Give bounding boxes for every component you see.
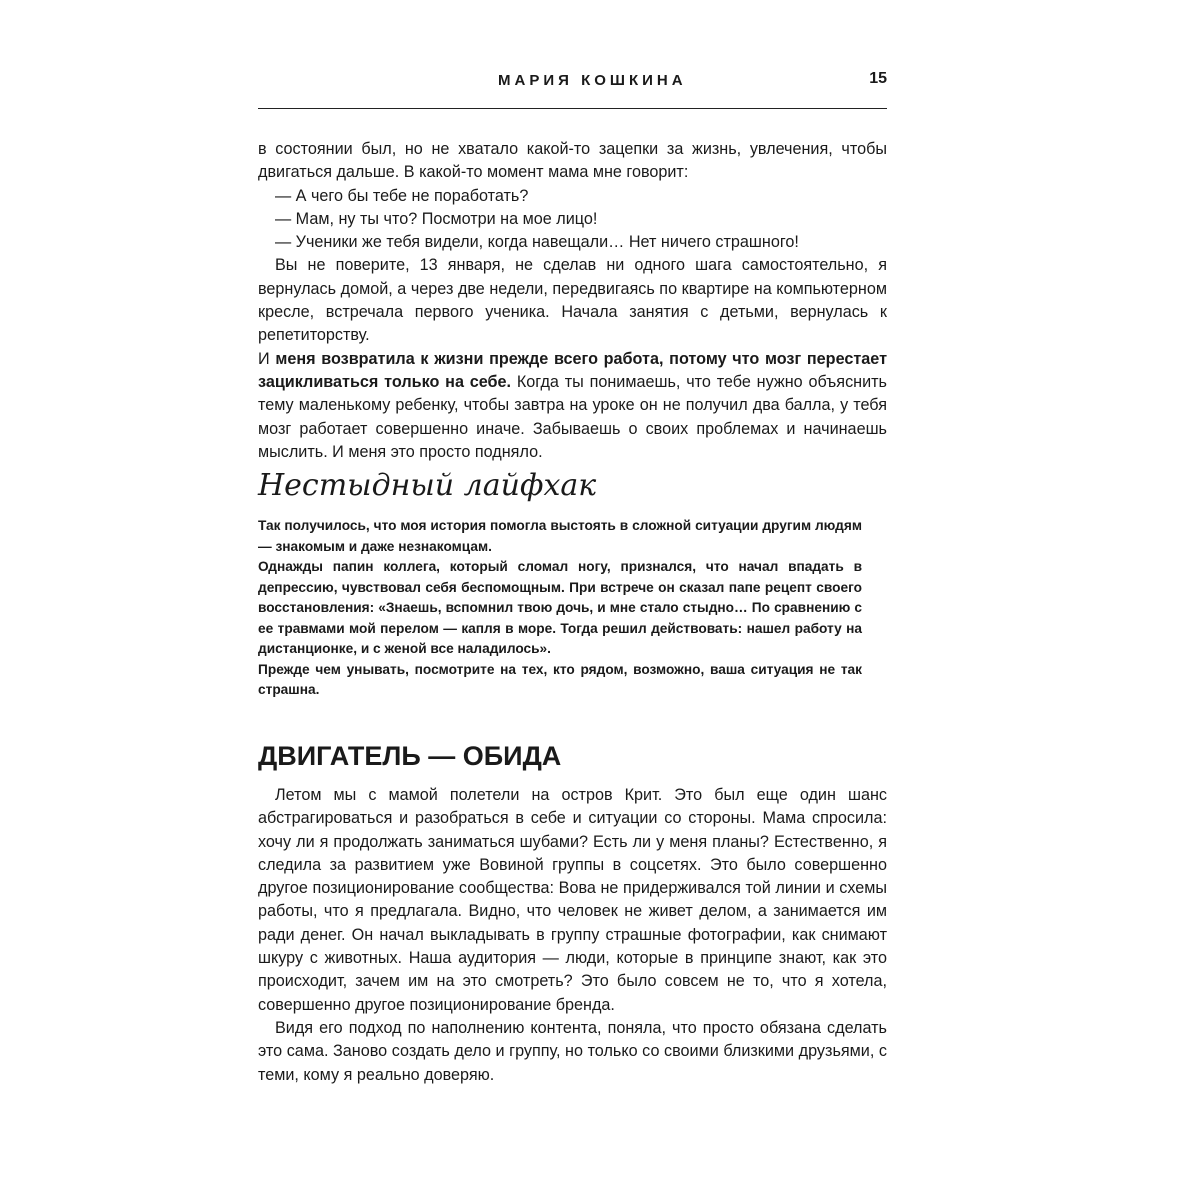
bold-emphasis: меня возвратила к жизни прежде всего работа, потому что мозг перестает зацикливаться только на себе.: [258, 349, 888, 391]
paragraph-start: И: [258, 349, 270, 368]
paragraph-end: Когда ты понимаешь, что тебе нужно объяснить тему маленькому ребенку, чтобы завтра на уроке он не получил два балла, у тебя мозг работает совершенно иначе. Забываешь о своих проблемах и начинаешь мыслить. И меня это просто подняло.: [258, 372, 887, 461]
body-text-block-2: [258, 784, 887, 1087]
lifehack-paragraph: Однажды папин коллега, который сломал ногу, признался, что начал впадать в депрессию, чувствовал себя беспомощным. При встрече он сказал папе рецепт своего восстановления: «Знаешь, вспомнил твою дочь, и мне стало стыдно… По сравнению с ее травмами мой перелом — капля в море. Тогда решил действовать: нашел работу на дистанционке, и с женой все наладилось».: [258, 559, 862, 656]
dialogue-line: — А чего бы тебе не поработать?: [275, 186, 529, 205]
dialogue-line: — Ученики же тебя видели, когда навещали… Нет ничего страшного!: [275, 233, 799, 252]
body-text-block-1: [258, 138, 887, 464]
running-head: МАРИЯ КОШКИНА: [498, 72, 687, 89]
paragraph-with-emphasis: [258, 348, 887, 464]
lifehack-box: [258, 516, 862, 701]
section-heading: ДВИГАТЕЛЬ — ОБИДА: [258, 741, 562, 771]
lifehack-paragraph: Так получилось, что моя история помогла выстоять в сложной ситуации другим людям — знакомым и даже незнакомцам.: [258, 518, 862, 554]
lifehack-paragraph: Прежде чем унывать, посмотрите на тех, кто рядом, возможно, ваша ситуация не так страшна.: [258, 661, 862, 697]
paragraph: Летом мы с мамой полетели на остров Крит. Это был еще один шанс абстрагироваться и разобраться в себе и ситуации со стороны. Мама спросила: хочу ли я продолжать заниматься шубами? Есть ли у меня планы? Естественно, я следила за развитием уже Вовиной группы в соцсетях. Это было совершенно другое позиционирование сообщества: Вова не придерживался той линии и схемы работы, что я предлагала. Видно, что человек не живет делом, а занимается им ради денег. Он начал выкладывать в группу страшные фотографии, как снимают шкуру с животных. Наша аудитория — люди, которые в принципе знают, как это происходит, зачем им на это смотреть? Это было совсем не то, что я хотела, совершенно другое позиционирование бренда.: [258, 786, 887, 1014]
paragraph: в состоянии был, но не хватало какой-то зацепки за жизнь, увлечения, чтобы двигаться дальше. В какой-то момент мама мне говорит:: [258, 140, 887, 182]
dialogue-line: — Мам, ну ты что? Посмотри на мое лицо!: [275, 209, 598, 228]
paragraph: Видя его подход по наполнению контента, поняла, что просто обязана сделать это сама. Заново создать дело и группу, но только со своими близкими друзьями, с теми, кому я реально доверяю.: [258, 1018, 887, 1084]
paragraph: Вы не поверите, 13 января, не сделав ни одного шага самостоятельно, я вернулась домой, а через две недели, передвигаясь по квартире на компьютерном кресле, встречала первого ученика. Начала занятия с детьми, вернулась к репетиторству.: [258, 256, 887, 345]
lifehack-title: Нестыдный лайфхак: [258, 468, 597, 503]
page-number: 15: [869, 70, 887, 87]
page-header: [258, 68, 887, 109]
